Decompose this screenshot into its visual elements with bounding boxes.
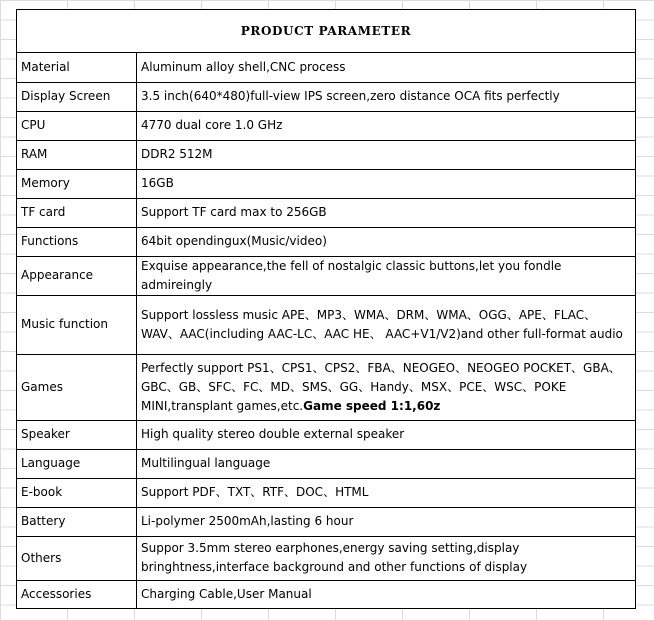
row-label-others[interactable]: Others [17,536,137,580]
row-value-accessories[interactable]: Charging Cable,User Manual [141,586,312,601]
table-row [17,478,635,507]
row-label-memory[interactable]: Memory [17,169,137,198]
table-row [17,256,635,295]
row-label-material[interactable]: Material [17,53,137,82]
table-row [17,536,635,580]
row-label-language[interactable]: Language [17,449,137,478]
row-value-appearance[interactable]: Exquise appearance,the fell of nostalgic classic buttons,let you fondle admireingly [137,256,636,295]
games-support-text: Perfectly support PS1、CPS1、CPS2、FBA、NEOGEO、NEOGEO POCKET、GBA、GBC、GB、SFC、FC、MD、SMS、GG、Handy、MSX、PCE、WSC、POKE MINI,transplant games,etc. [141,360,621,413]
row-label-battery[interactable]: Battery [17,507,137,536]
table-row [17,53,635,82]
row-value-battery[interactable]: Li-polymer 2500mAh,lasting 6 hour [137,507,636,536]
table-row [17,507,635,536]
row-label-accessories[interactable]: Accessories [17,580,137,608]
table-row [17,580,635,608]
table-row [17,295,635,354]
table-row [17,449,635,478]
row-value-ram[interactable]: DDR2 512M [137,140,636,169]
row-label-tf-card[interactable]: TF card [17,198,137,227]
row-label-functions[interactable]: Functions [17,227,137,256]
row-value-games[interactable] [137,354,636,420]
row-value-tf-card[interactable]: Support TF card max to 256GB [137,198,636,227]
table-row [17,354,635,420]
row-label-display-screen[interactable]: Display Screen [17,82,137,111]
row-value-display-screen[interactable]: 3.5 inch(640*480)full-view IPS screen,zero distance OCA fits perfectly [137,82,636,111]
table-row [17,140,635,169]
parameter-grid [17,53,635,608]
table-row [17,82,635,111]
table-row [17,169,635,198]
row-label-music-function[interactable]: Music function [17,295,137,354]
row-label-ram[interactable]: RAM [17,140,137,169]
row-value-material[interactable]: Aluminum alloy shell,CNC process [137,53,636,82]
table-row [17,111,635,140]
table-row [17,227,635,256]
row-value-language[interactable]: Multilingual language [137,449,636,478]
table-title[interactable]: PRODUCT PARAMETER [17,10,635,53]
table-row [17,198,635,227]
row-label-appearance[interactable]: Appearance [17,256,137,295]
row-value-cpu[interactable]: 4770 dual core 1.0 GHz [137,111,636,140]
game-speed-text: Game speed 1:1,60z [303,398,441,413]
row-value-functions[interactable]: 64bit opendingux(Music/video) [137,227,636,256]
row-value-e-book[interactable]: Support PDF、TXT、RTF、DOC、HTML [137,478,636,507]
row-value-music-function[interactable]: Support lossless music APE、MP3、WMA、DRM、WMA、OGG、APE、FLAC、WAV、AAC(including AAC-LC、AAC HE、 AAC+V1/V2)and other full-format audio [137,295,636,354]
row-value-others[interactable]: Suppor 3.5mm stereo earphones,energy saving setting,display bringhtness,interface background and other functions of display [137,536,636,580]
row-label-e-book[interactable]: E-book [17,478,137,507]
row-label-cpu[interactable]: CPU [17,111,137,140]
row-label-games[interactable]: Games [17,354,137,420]
row-label-speaker[interactable]: Speaker [17,420,137,449]
row-value-speaker[interactable]: High quality stereo double external speaker [137,420,636,449]
row-value-memory[interactable]: 16GB [137,169,636,198]
table-row [17,420,635,449]
product-parameter-table [16,9,636,609]
